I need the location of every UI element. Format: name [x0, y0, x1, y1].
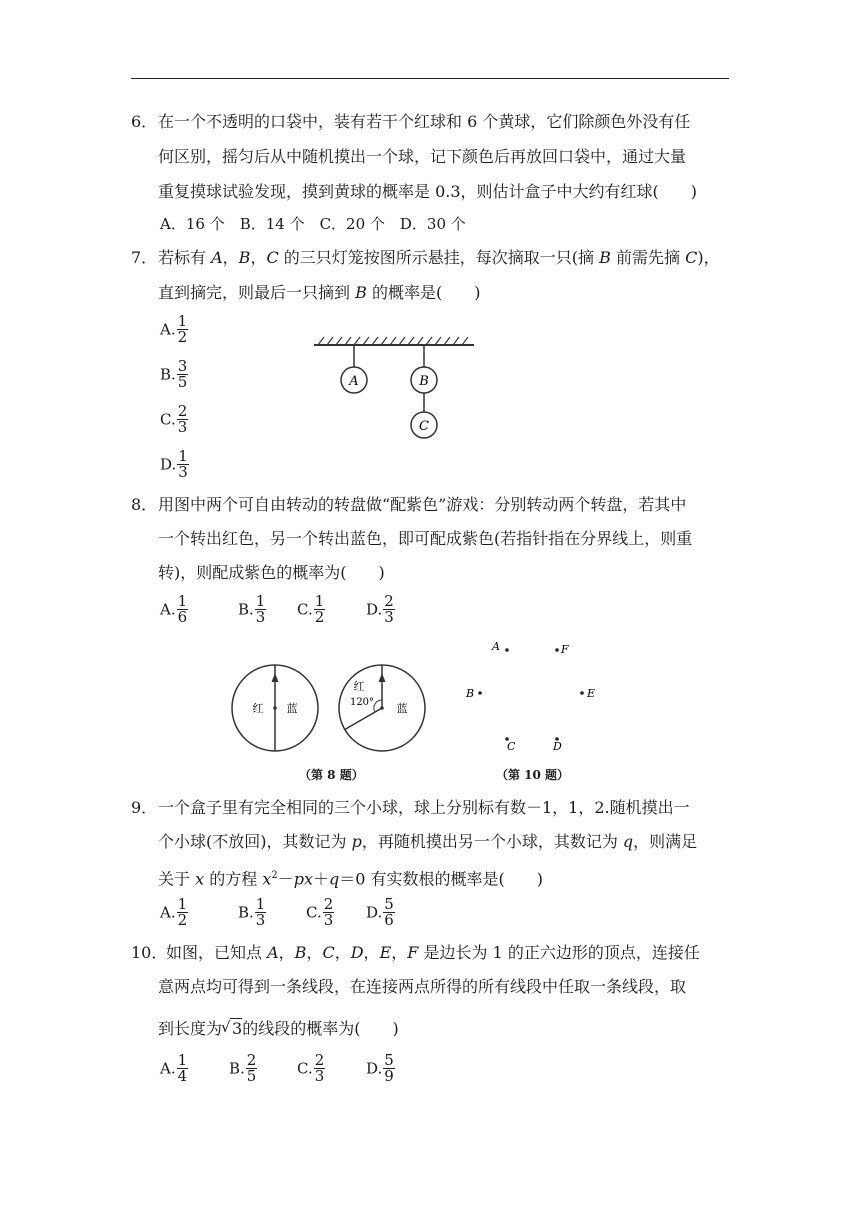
q9-option-d	[366, 897, 395, 928]
q6-line-1: 在一个不透明的口袋中，装有若干个红球和 6 个黄球，它们除颜色外没有任	[158, 112, 691, 131]
fraction	[383, 1053, 395, 1084]
option-label: B.	[160, 365, 176, 384]
denominator: 2	[177, 328, 188, 346]
spinner-2-red-label: 红	[353, 680, 365, 693]
text: ，	[278, 943, 295, 962]
var-e: E	[379, 943, 392, 962]
fraction	[314, 1053, 326, 1084]
numerator: 2	[177, 402, 188, 420]
lantern-a-label: A	[349, 374, 359, 389]
q7-option-a	[160, 314, 188, 345]
numerator: 1	[177, 1051, 188, 1069]
numerator: 5	[384, 895, 394, 913]
fraction	[323, 897, 335, 928]
text: 的三只灯笼按图所示悬挂，每次摘取一只(摘	[278, 248, 600, 267]
var-c: C	[685, 248, 698, 267]
var-a: A	[267, 943, 279, 962]
denominator: 2	[314, 608, 325, 626]
q10-option-b	[229, 1053, 257, 1084]
option-label: B.	[238, 600, 254, 619]
var-c: C	[322, 943, 335, 962]
denominator: 3	[177, 418, 188, 436]
text: ，则满足	[633, 832, 698, 851]
option-label: C.	[297, 600, 313, 619]
q7-option-d	[160, 449, 189, 480]
text: 是边长为 1 的正六边形的顶点，连接任	[418, 943, 700, 962]
text: ，	[334, 943, 351, 962]
q8-option-b	[238, 594, 266, 625]
text: ＋	[313, 869, 330, 889]
denominator: 2	[177, 911, 188, 929]
spinner-2-center	[380, 706, 384, 710]
text: 若标有	[158, 248, 212, 267]
q8-option-a	[160, 594, 188, 625]
text: ，	[250, 248, 267, 267]
fraction	[383, 897, 395, 928]
var-f: F	[407, 943, 419, 962]
q6-line-2: 何区别，摇匀后从中随机摸出一个球，记下颜色后再放回口袋中，通过大量	[158, 147, 687, 166]
text: 的线段的概率为( )	[242, 1019, 399, 1038]
denominator: 3	[314, 1067, 325, 1085]
lantern-figure	[310, 335, 480, 445]
fraction	[255, 594, 267, 625]
option-label: C.	[297, 1059, 313, 1078]
spinner-2-angle-label: 120°	[349, 697, 375, 708]
q9-option-c	[306, 897, 334, 928]
fraction	[177, 594, 189, 625]
option-label: D.	[160, 455, 177, 474]
text: 的概率是( )	[366, 283, 481, 302]
text: ，	[363, 943, 380, 962]
option-label: D.	[366, 903, 383, 922]
header-rule	[131, 78, 729, 79]
spinner-2	[336, 660, 428, 756]
q8-option-c	[297, 594, 325, 625]
point-c-label: C	[507, 740, 516, 753]
var-q: q	[329, 869, 340, 889]
numerator: 1	[314, 592, 325, 610]
fraction	[177, 404, 189, 435]
text: ，	[222, 248, 239, 267]
numerator: 1	[177, 895, 188, 913]
text: 个小球(不放回)，其数记为	[158, 832, 352, 851]
figure-8-caption: （第 8 题）	[299, 768, 364, 782]
text: ，	[391, 943, 408, 962]
var-b: B	[599, 248, 611, 267]
q10-line-1	[166, 943, 700, 963]
q8-option-d	[366, 594, 395, 625]
q7-option-c	[160, 404, 188, 435]
var-c: C	[266, 248, 279, 267]
denominator: 3	[255, 608, 266, 626]
var-d: D	[350, 943, 364, 962]
q9-line-1: 一个盒子里有完全相同的三个小球，球上分别标有数－1，1，2.随机摸出一	[158, 798, 690, 817]
numerator: 2	[323, 895, 334, 913]
figure-10-caption: （第 10 题）	[496, 768, 570, 782]
q10-line-3	[158, 1018, 399, 1039]
numerator: 2	[314, 1051, 325, 1069]
q10-option-c	[297, 1053, 325, 1084]
spinner-1-center	[273, 706, 277, 710]
exponent: 2	[271, 870, 278, 881]
lantern-b-label: B	[419, 374, 429, 389]
option-label: B.	[238, 903, 254, 922]
option-label: A.	[160, 1059, 176, 1078]
q6-number: 6．	[131, 112, 158, 131]
point-b-label: B	[466, 687, 475, 700]
q10-number: 10．	[131, 943, 168, 962]
hexagon-points-figure	[455, 636, 605, 756]
q9-line-2	[158, 832, 697, 852]
point-b	[478, 691, 482, 695]
text: 直到摘完，则最后一只摘到	[158, 283, 356, 302]
radicand: 3	[232, 1019, 243, 1038]
sqrt-sign: √	[221, 1018, 231, 1036]
numerator: 1	[255, 895, 266, 913]
denominator: 3	[323, 911, 334, 929]
point-a	[505, 648, 509, 652]
text: 如图，已知点	[166, 943, 268, 962]
var-b: B	[294, 943, 307, 962]
option-label: D.	[366, 1059, 383, 1078]
numerator: 1	[255, 592, 266, 610]
text: 到长度为	[158, 1019, 223, 1038]
spinner-2-blue-label: 蓝	[396, 702, 408, 715]
denominator: 3	[255, 911, 266, 929]
point-e-label: E	[587, 687, 596, 700]
fraction	[177, 1053, 189, 1084]
denominator: 6	[177, 608, 188, 626]
denominator: 5	[177, 373, 188, 391]
text: 前需先摘	[610, 248, 686, 267]
text: 关于	[158, 869, 196, 889]
text: ＝0 有实数根的概率是( )	[339, 869, 544, 889]
option-label: A.	[160, 903, 176, 922]
q8-line-3: 转)，则配成紫色的概率为( )	[158, 563, 385, 582]
point-d-label: D	[553, 740, 562, 753]
option-label: C.	[160, 410, 176, 429]
q8-line-2: 一个转出红色，另一个转出蓝色，即可配成紫色(若指针指在分界线上，则重	[158, 529, 693, 548]
text: －	[277, 869, 294, 889]
option-label: C.	[306, 903, 322, 922]
spinner-1-red-label: 红	[252, 702, 264, 715]
var-x: x	[262, 869, 272, 889]
q6-line-3: 重复摸球试验发现，摸到黄球的概率是 0.3，则估计盒子中大约有红球( )	[158, 182, 698, 201]
q10-line-2: 意两点均可得到一条线段，在连接两点所得的所有线段中任取一条线段，取	[158, 977, 687, 996]
numerator: 1	[177, 312, 188, 330]
option-label: A.	[160, 320, 176, 339]
text: ，	[306, 943, 323, 962]
fraction	[314, 594, 326, 625]
q10-option-a	[160, 1053, 188, 1084]
numerator: 2	[246, 1051, 257, 1069]
sqrt-expression	[221, 1018, 243, 1039]
text: )，	[697, 248, 720, 267]
var-q: q	[622, 832, 634, 851]
fraction	[383, 594, 395, 625]
var-b: B	[238, 248, 251, 267]
denominator: 6	[384, 911, 394, 929]
spinner-1	[230, 660, 320, 756]
denominator: 5	[246, 1067, 257, 1085]
lantern-c-label: C	[419, 419, 429, 434]
option-label: A.	[160, 600, 176, 619]
q8-line-1: 用图中两个可自由转动的转盘做“配紫色”游戏：分别转动两个转盘，若其中	[158, 495, 687, 514]
option-label: B.	[229, 1059, 245, 1078]
q6-options: A．16 个 B．14 个 C．20 个 D．30 个	[160, 215, 466, 233]
numerator: 1	[177, 592, 188, 610]
q7-number: 7．	[131, 248, 158, 267]
ceiling-hatching	[318, 337, 468, 345]
spinner-1-blue-label: 蓝	[286, 702, 298, 715]
term-px: px	[293, 869, 313, 889]
point-a-label: A	[492, 640, 500, 653]
q9-option-a	[160, 897, 188, 928]
fraction	[177, 897, 189, 928]
numerator: 3	[177, 357, 188, 375]
var-x: x	[195, 869, 205, 889]
point-f-label: F	[561, 643, 569, 656]
fraction	[177, 314, 189, 345]
numerator: 2	[384, 592, 394, 610]
q9-option-b	[238, 897, 266, 928]
var-a: A	[211, 248, 223, 267]
q7-line-1	[158, 248, 720, 268]
denominator: 4	[177, 1067, 188, 1085]
denominator: 3	[178, 463, 188, 481]
q8-number: 8．	[131, 495, 158, 514]
fraction	[255, 897, 267, 928]
text: ，再随机摸出另一个小球，其数记为	[361, 832, 623, 851]
var-p: p	[351, 832, 362, 851]
fraction	[177, 449, 189, 480]
denominator: 3	[384, 608, 394, 626]
q7-line-2	[158, 283, 480, 303]
var-b: B	[355, 283, 367, 302]
q9-number: 9．	[131, 798, 158, 817]
q7-option-b	[160, 359, 188, 390]
q9-line-3	[158, 866, 543, 889]
denominator: 9	[384, 1067, 394, 1085]
fraction	[177, 359, 189, 390]
point-f	[555, 648, 559, 652]
option-label: D.	[366, 600, 383, 619]
numerator: 1	[178, 447, 188, 465]
text: 的方程	[204, 869, 263, 889]
q10-option-d	[366, 1053, 395, 1084]
point-e	[580, 691, 584, 695]
numerator: 5	[384, 1051, 394, 1069]
fraction	[246, 1053, 258, 1084]
